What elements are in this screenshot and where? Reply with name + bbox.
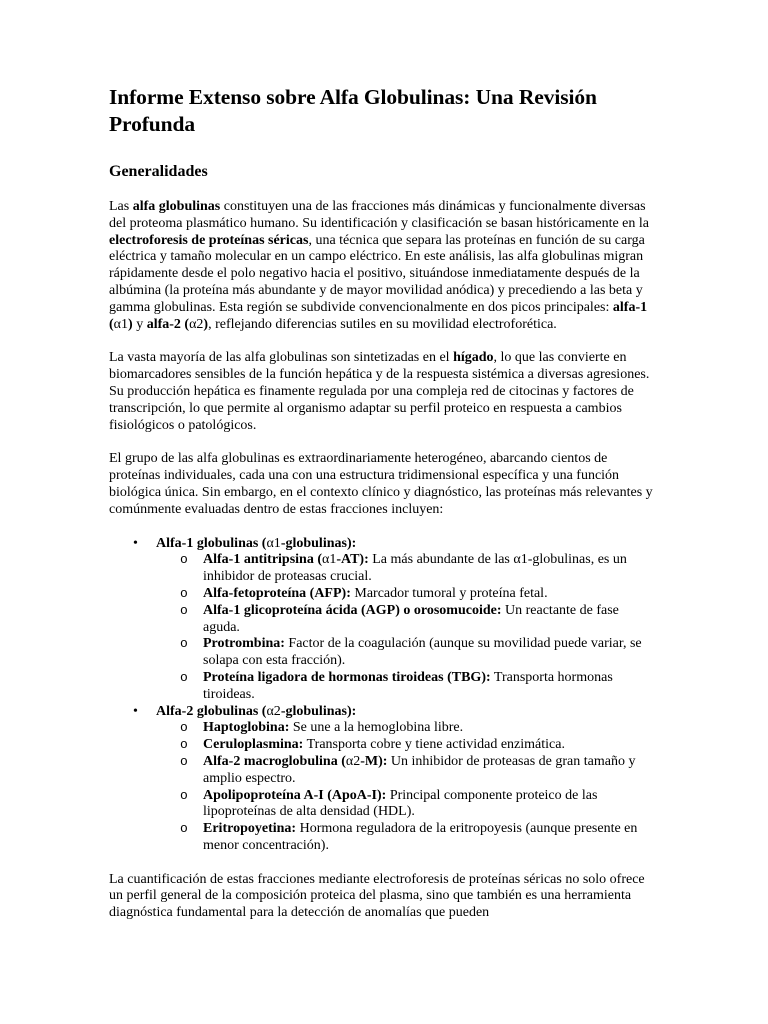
bold-run: alfa globulinas [132, 199, 221, 214]
item-term: Eritropoyetina: [203, 821, 297, 837]
item-term: Alfa-2 macroglobulina ( [203, 753, 346, 769]
bullet-icon: • [133, 535, 138, 551]
sub-bullet-icon: o [180, 753, 188, 769]
bold-run: hígado [453, 350, 494, 366]
bold-run: alfa-2 ( [146, 316, 190, 332]
paragraph-liver [109, 350, 659, 434]
item-term: -M): [360, 753, 388, 769]
sub-bullet-icon: o [180, 787, 188, 803]
item-term: Alfa-1 antitripsina ( [203, 552, 322, 568]
item-desc: Transporta cobre y tiene actividad enzimática. [303, 737, 565, 753]
paragraph-intro [109, 199, 659, 333]
item-term: Apolipoproteína A-I (ApoA-I): [203, 787, 387, 803]
bold-run: alfa-1 ( [109, 299, 648, 332]
group-label: Alfa-2 globulinas ( [156, 703, 267, 719]
list-item [180, 636, 659, 670]
item-term: Haptoglobina: [203, 720, 290, 736]
list-item [180, 821, 659, 855]
text-run: La vasta mayoría de las alfa globulinas son sintetizadas en el [109, 350, 454, 366]
list-item [180, 585, 659, 603]
list-item [180, 669, 659, 704]
text-run: constituyen una de las fracciones más dinámicas y funcionalmente diversas del proteoma plasmático humano. Su identificación y clasificación se basan históricamente en la [109, 199, 649, 231]
group-label: Alfa-1 globulinas ( [156, 535, 267, 551]
bold-run: electroforesis de proteínas séricas [109, 232, 309, 248]
list-item [180, 753, 659, 788]
group-label-greek: α1 [266, 535, 281, 551]
group-label: -globulinas): [280, 535, 357, 551]
list-item-alpha1 [133, 535, 659, 704]
group-label-greek: α2 [266, 703, 281, 719]
sublist-alpha2 [156, 720, 659, 854]
text-run: , una técnica que separa las proteínas en función de su carga eléctrica y tamaño molecular en un campo eléctrico. En este análisis, las alfa globulinas migran rápidamente desde el polo negativo hacia el positivo, situándose inmediatamente después de la albúmina (la proteína más abundante y de mayor movilidad anódica) y precediendo a las beta y gamma globulinas. Esta región se subdivide convencionalmente en dos picos principales: [109, 232, 645, 315]
item-greek: α2 [345, 753, 361, 769]
item-desc: Factor de la coagulación (aunque su movilidad puede variar, se solapa con esta fracción). [203, 636, 642, 669]
paragraph-heterogeneity: El grupo de las alfa globulinas es extraordinariamente heterogéneo, abarcando cientos de proteínas individuales, cada una con una estructura tridimensional específica y una función biológica única. Sin embargo, en el contexto clínico y diagnóstico, las proteínas más relevantes y comúnmente evaluadas dentro de estas fracciones incluyen: [109, 451, 653, 517]
item-desc: Principal componente proteico de las lipoproteínas de alta densidad (HDL). [203, 787, 598, 820]
item-desc: Transporta hormonas tiroideas. [203, 669, 613, 702]
list-item [180, 720, 659, 737]
globulin-list [109, 536, 659, 855]
bold-run: ) [128, 316, 133, 332]
item-desc: Un reactante de fase aguda. [203, 602, 619, 635]
item-desc: Se une a la hemoglobina libre. [289, 720, 464, 736]
list-item-alpha2 [133, 703, 659, 855]
group-label: -globulinas): [280, 703, 357, 719]
sub-bullet-icon: o [180, 636, 188, 652]
item-term: Protrombina: [203, 636, 285, 652]
document-title: Informe Extenso sobre Alfa Globulinas: Una Revisión Profunda [109, 85, 597, 136]
sublist-alpha1 [156, 552, 659, 703]
text-run: , lo que las convierte en biomarcadores sensibles de la función hepática y de la respuesta sistémica a diversas agresiones. Su producción hepática es finamente regulada por una compleja red de citocinas y factores de transcripción, lo que permite al organismo adaptar su perfil proteico en respuesta a cambios fisiológicos o patológicos. [109, 350, 650, 433]
item-desc: La más abundante de las α1-globulinas, es un inhibidor de proteasas crucial. [203, 552, 627, 585]
bullet-icon: • [133, 703, 138, 719]
item-term: Alfa-1 glicoproteína ácida (AGP) o orosomucoide: [203, 602, 502, 618]
text-run: y [132, 316, 147, 332]
list-item [180, 602, 659, 637]
item-term: -AT): [336, 552, 369, 568]
item-greek: α1 [322, 552, 337, 568]
sub-bullet-icon: o [180, 602, 188, 618]
item-term: Ceruloplasmina: [203, 737, 304, 753]
list-item [180, 787, 659, 822]
section-heading: Generalidades [109, 163, 208, 180]
list-item [180, 737, 659, 754]
item-desc: Un inhibidor de proteasas de gran tamaño y amplio espectro. [203, 753, 636, 786]
sub-bullet-icon: o [180, 720, 188, 736]
sub-bullet-icon: o [180, 821, 188, 837]
sub-bullet-icon: o [180, 669, 188, 685]
paragraph-quantification: La cuantificación de estas fracciones mediante electroforesis de proteínas séricas no solo ofrece un perfil general de la composición proteica del plasma, sino que también es una herramienta diagnóstica fundamental para la detección de anomalías que pueden [109, 871, 645, 921]
text-run: , reflejando diferencias sutiles en su movilidad electroforética. [208, 316, 557, 332]
bold-run: ) [203, 316, 209, 332]
text-run: α1 [113, 316, 129, 332]
item-term: Proteína ligadora de hormonas tiroideas (TBG): [203, 669, 491, 685]
list-item [180, 552, 659, 586]
item-desc: Marcador tumoral y proteína fetal. [350, 585, 548, 601]
sub-bullet-icon: o [180, 585, 188, 601]
item-desc: Hormona reguladora de la eritropoyesis (aunque presente en menor concentración). [203, 821, 638, 853]
text-run: Las [109, 199, 133, 214]
sub-bullet-icon: o [180, 552, 188, 568]
text-run: α2 [189, 316, 204, 332]
item-term: Alfa-fetoproteína (AFP): [203, 585, 351, 601]
sub-bullet-icon: o [180, 737, 188, 753]
document-page [109, 84, 659, 939]
